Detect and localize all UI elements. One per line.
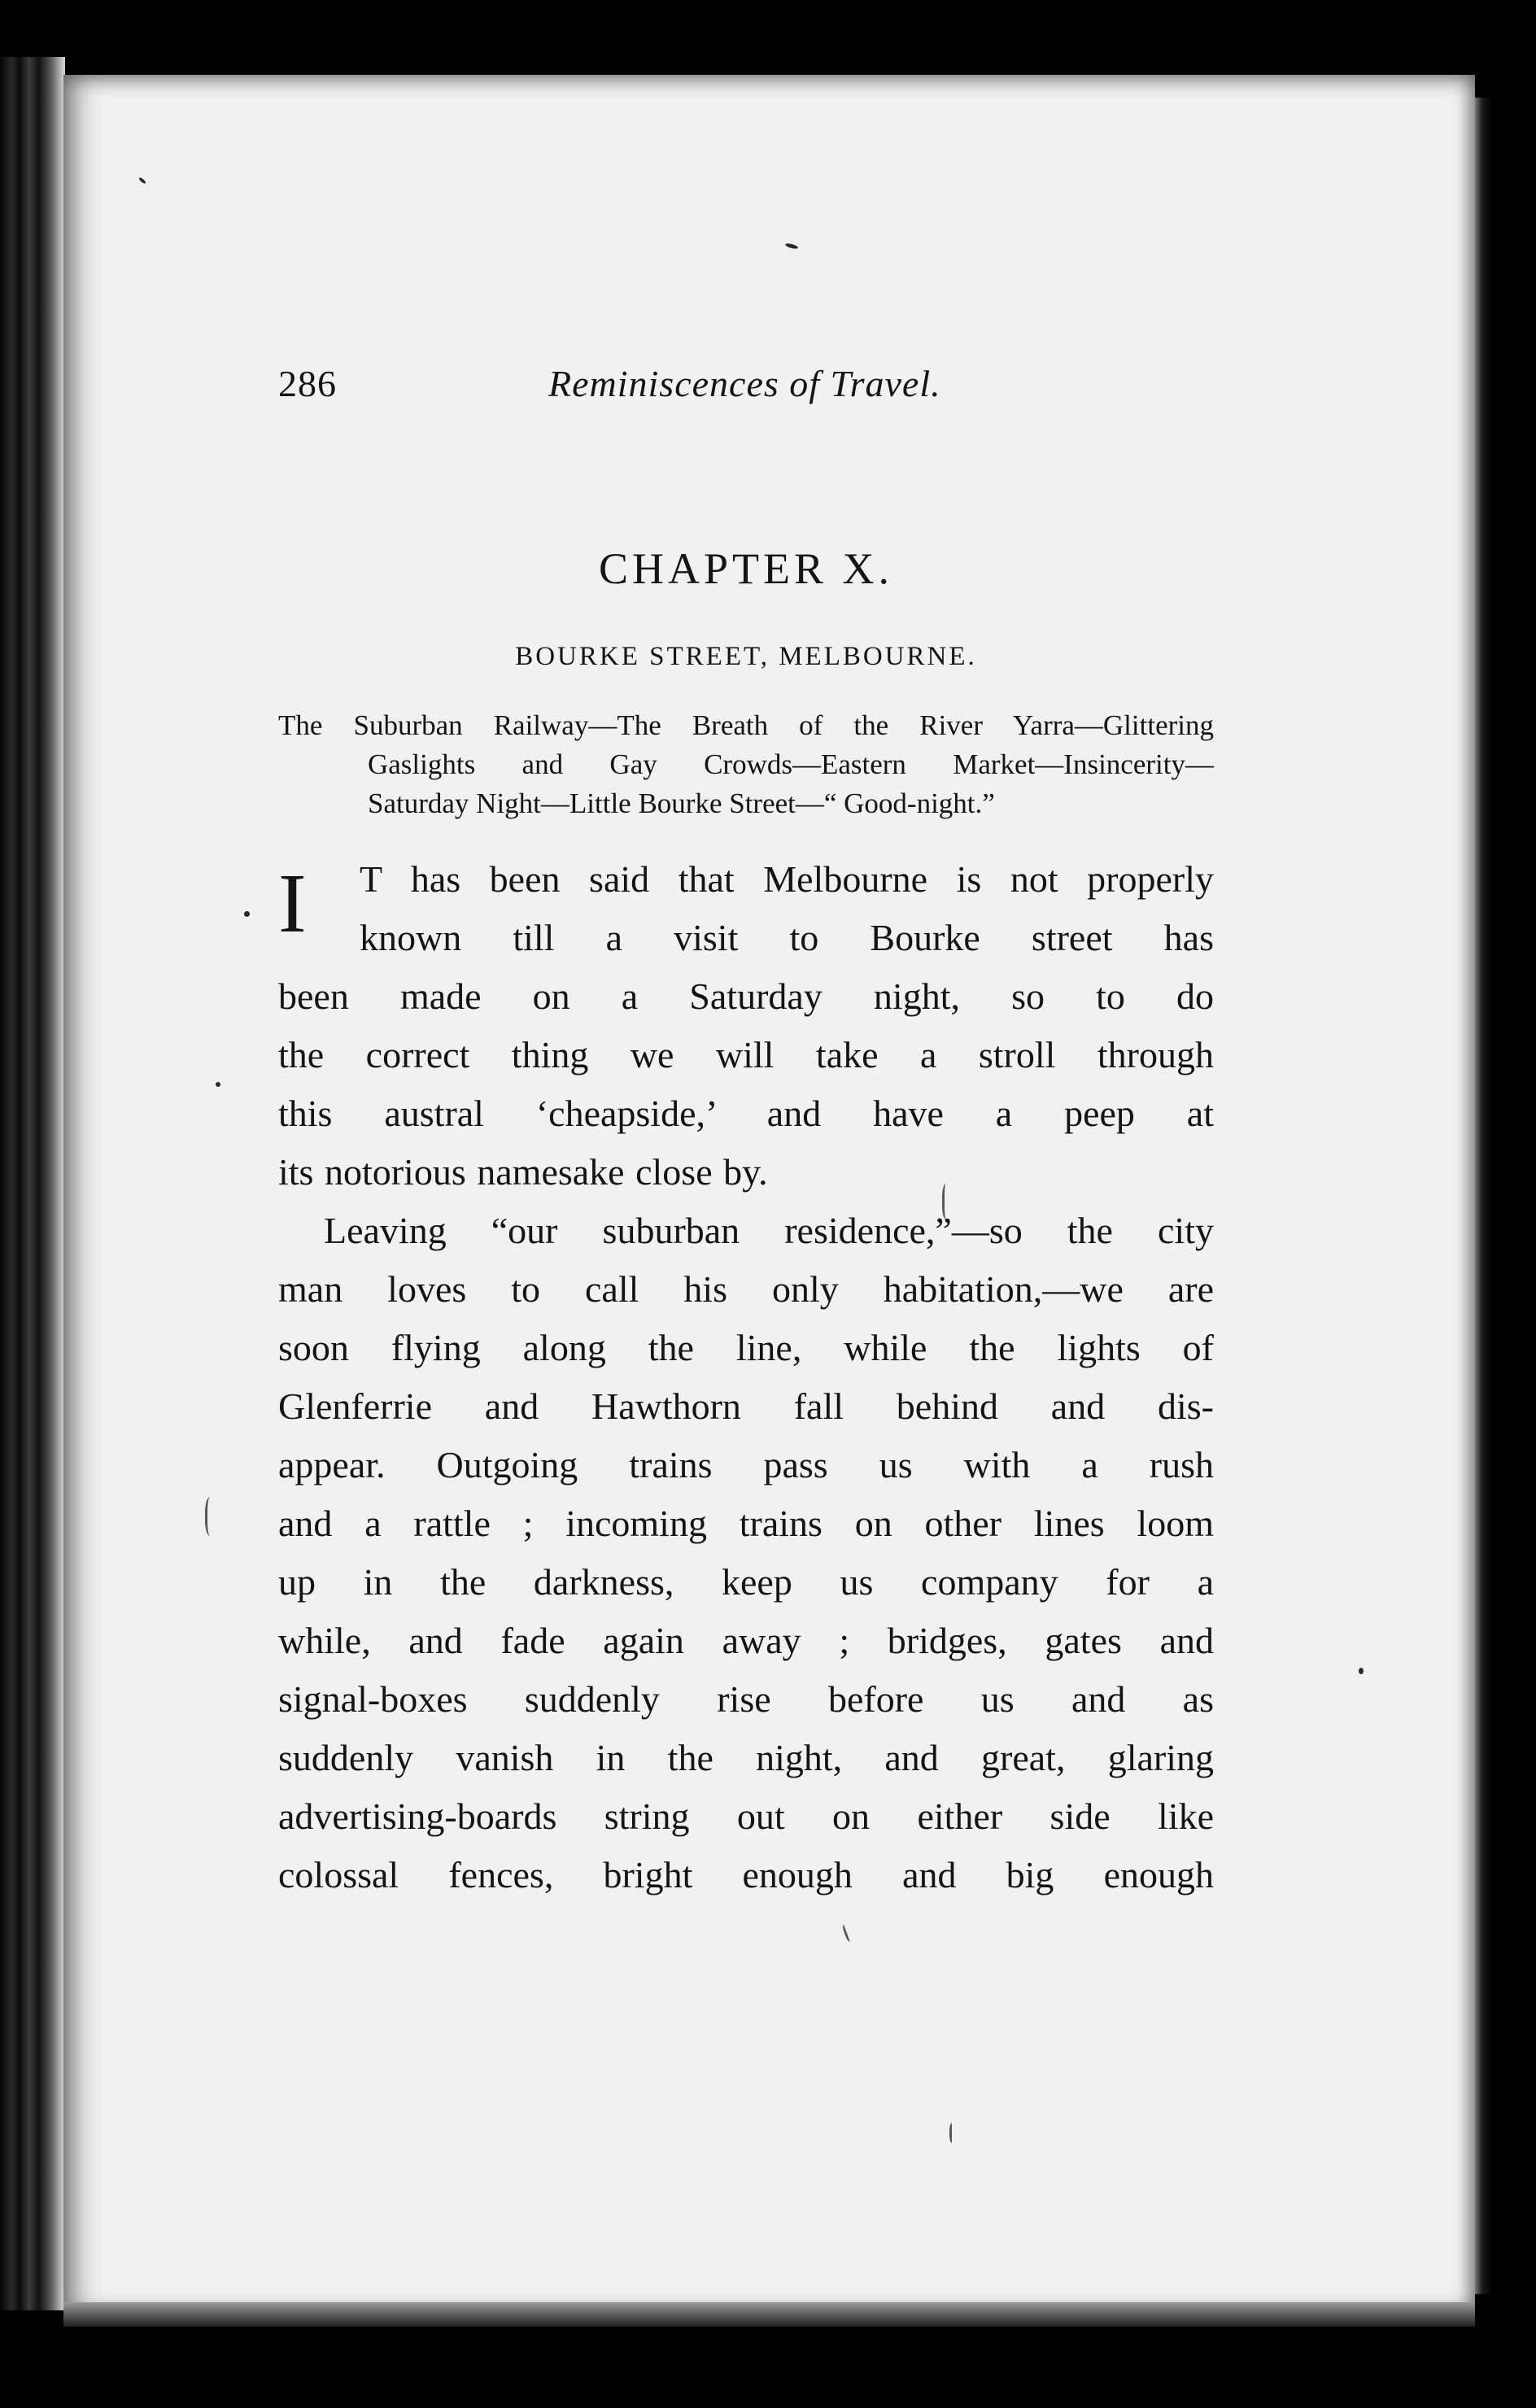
book-spine (0, 57, 65, 2310)
synopsis-line: Saturday Night—Little Bourke Street—“ Good-night.” (368, 787, 995, 819)
synopsis-line: Gaslights and Gay Crowds—Eastern Market—Insincerity— (368, 748, 1214, 780)
body-line: appear. Outgoing trains pass us with a rush (278, 1444, 1214, 1485)
body-line: advertising-boards string out on either side like (278, 1795, 1214, 1837)
scan-speck (1359, 1668, 1364, 1674)
body-line: Leaving “our suburban residence,”—so the city (324, 1210, 1214, 1251)
running-head (278, 362, 1214, 419)
page-number: 286 (278, 363, 337, 404)
body-line: and a rattle ; incoming trains on other lines loom (278, 1503, 1214, 1544)
chapter-synopsis (278, 706, 1214, 823)
body-line: up in the darkness, keep us company for a (278, 1561, 1214, 1603)
body-line: signal-boxes suddenly rise before us and as (278, 1678, 1214, 1720)
pencil-mark (949, 2123, 955, 2143)
chapter-subtitle: BOURKE STREET, MELBOURNE. (515, 642, 977, 671)
body-line: man loves to call his only habitation,—we are (278, 1268, 1214, 1310)
drop-cap: I (278, 857, 307, 950)
body-line: soon flying along the line, while the lights of (278, 1327, 1214, 1368)
body-line: suddenly vanish in the night, and great, glaring (278, 1737, 1214, 1778)
chapter-heading: CHAPTER X. (598, 544, 894, 593)
body-line: colossal fences, bright enough and big enough (278, 1854, 1214, 1895)
body-text (278, 850, 1214, 1904)
running-title: Reminiscences of Travel. (548, 363, 941, 404)
body-line: known till a visit to Bourke street has (360, 917, 1214, 958)
scan-speck (1497, 651, 1503, 667)
pencil-mark (942, 1184, 951, 1219)
page-edge-right (1475, 98, 1493, 2294)
synopsis-line: The Suburban Railway—The Breath of the River Yarra—Glittering (278, 709, 1214, 741)
pencil-mark (205, 1497, 217, 1536)
scan-speck (244, 911, 250, 917)
body-line: been made on a Saturday night, so to do (278, 975, 1214, 1017)
page-edge-bottom (63, 2302, 1475, 2327)
body-line: Glenferrie and Hawthorn fall behind and dis- (278, 1385, 1214, 1427)
body-line: the correct thing we will take a stroll through (278, 1034, 1214, 1075)
body-line: this austral ‘cheapside,’ and have a peep at (278, 1093, 1214, 1134)
body-line: while, and fade again away ; bridges, gates and (278, 1620, 1214, 1661)
body-line: its notorious namesake close by. (278, 1151, 768, 1193)
body-line: T has been said that Melbourne is not properly (360, 858, 1214, 900)
scan-speck (216, 1082, 220, 1087)
